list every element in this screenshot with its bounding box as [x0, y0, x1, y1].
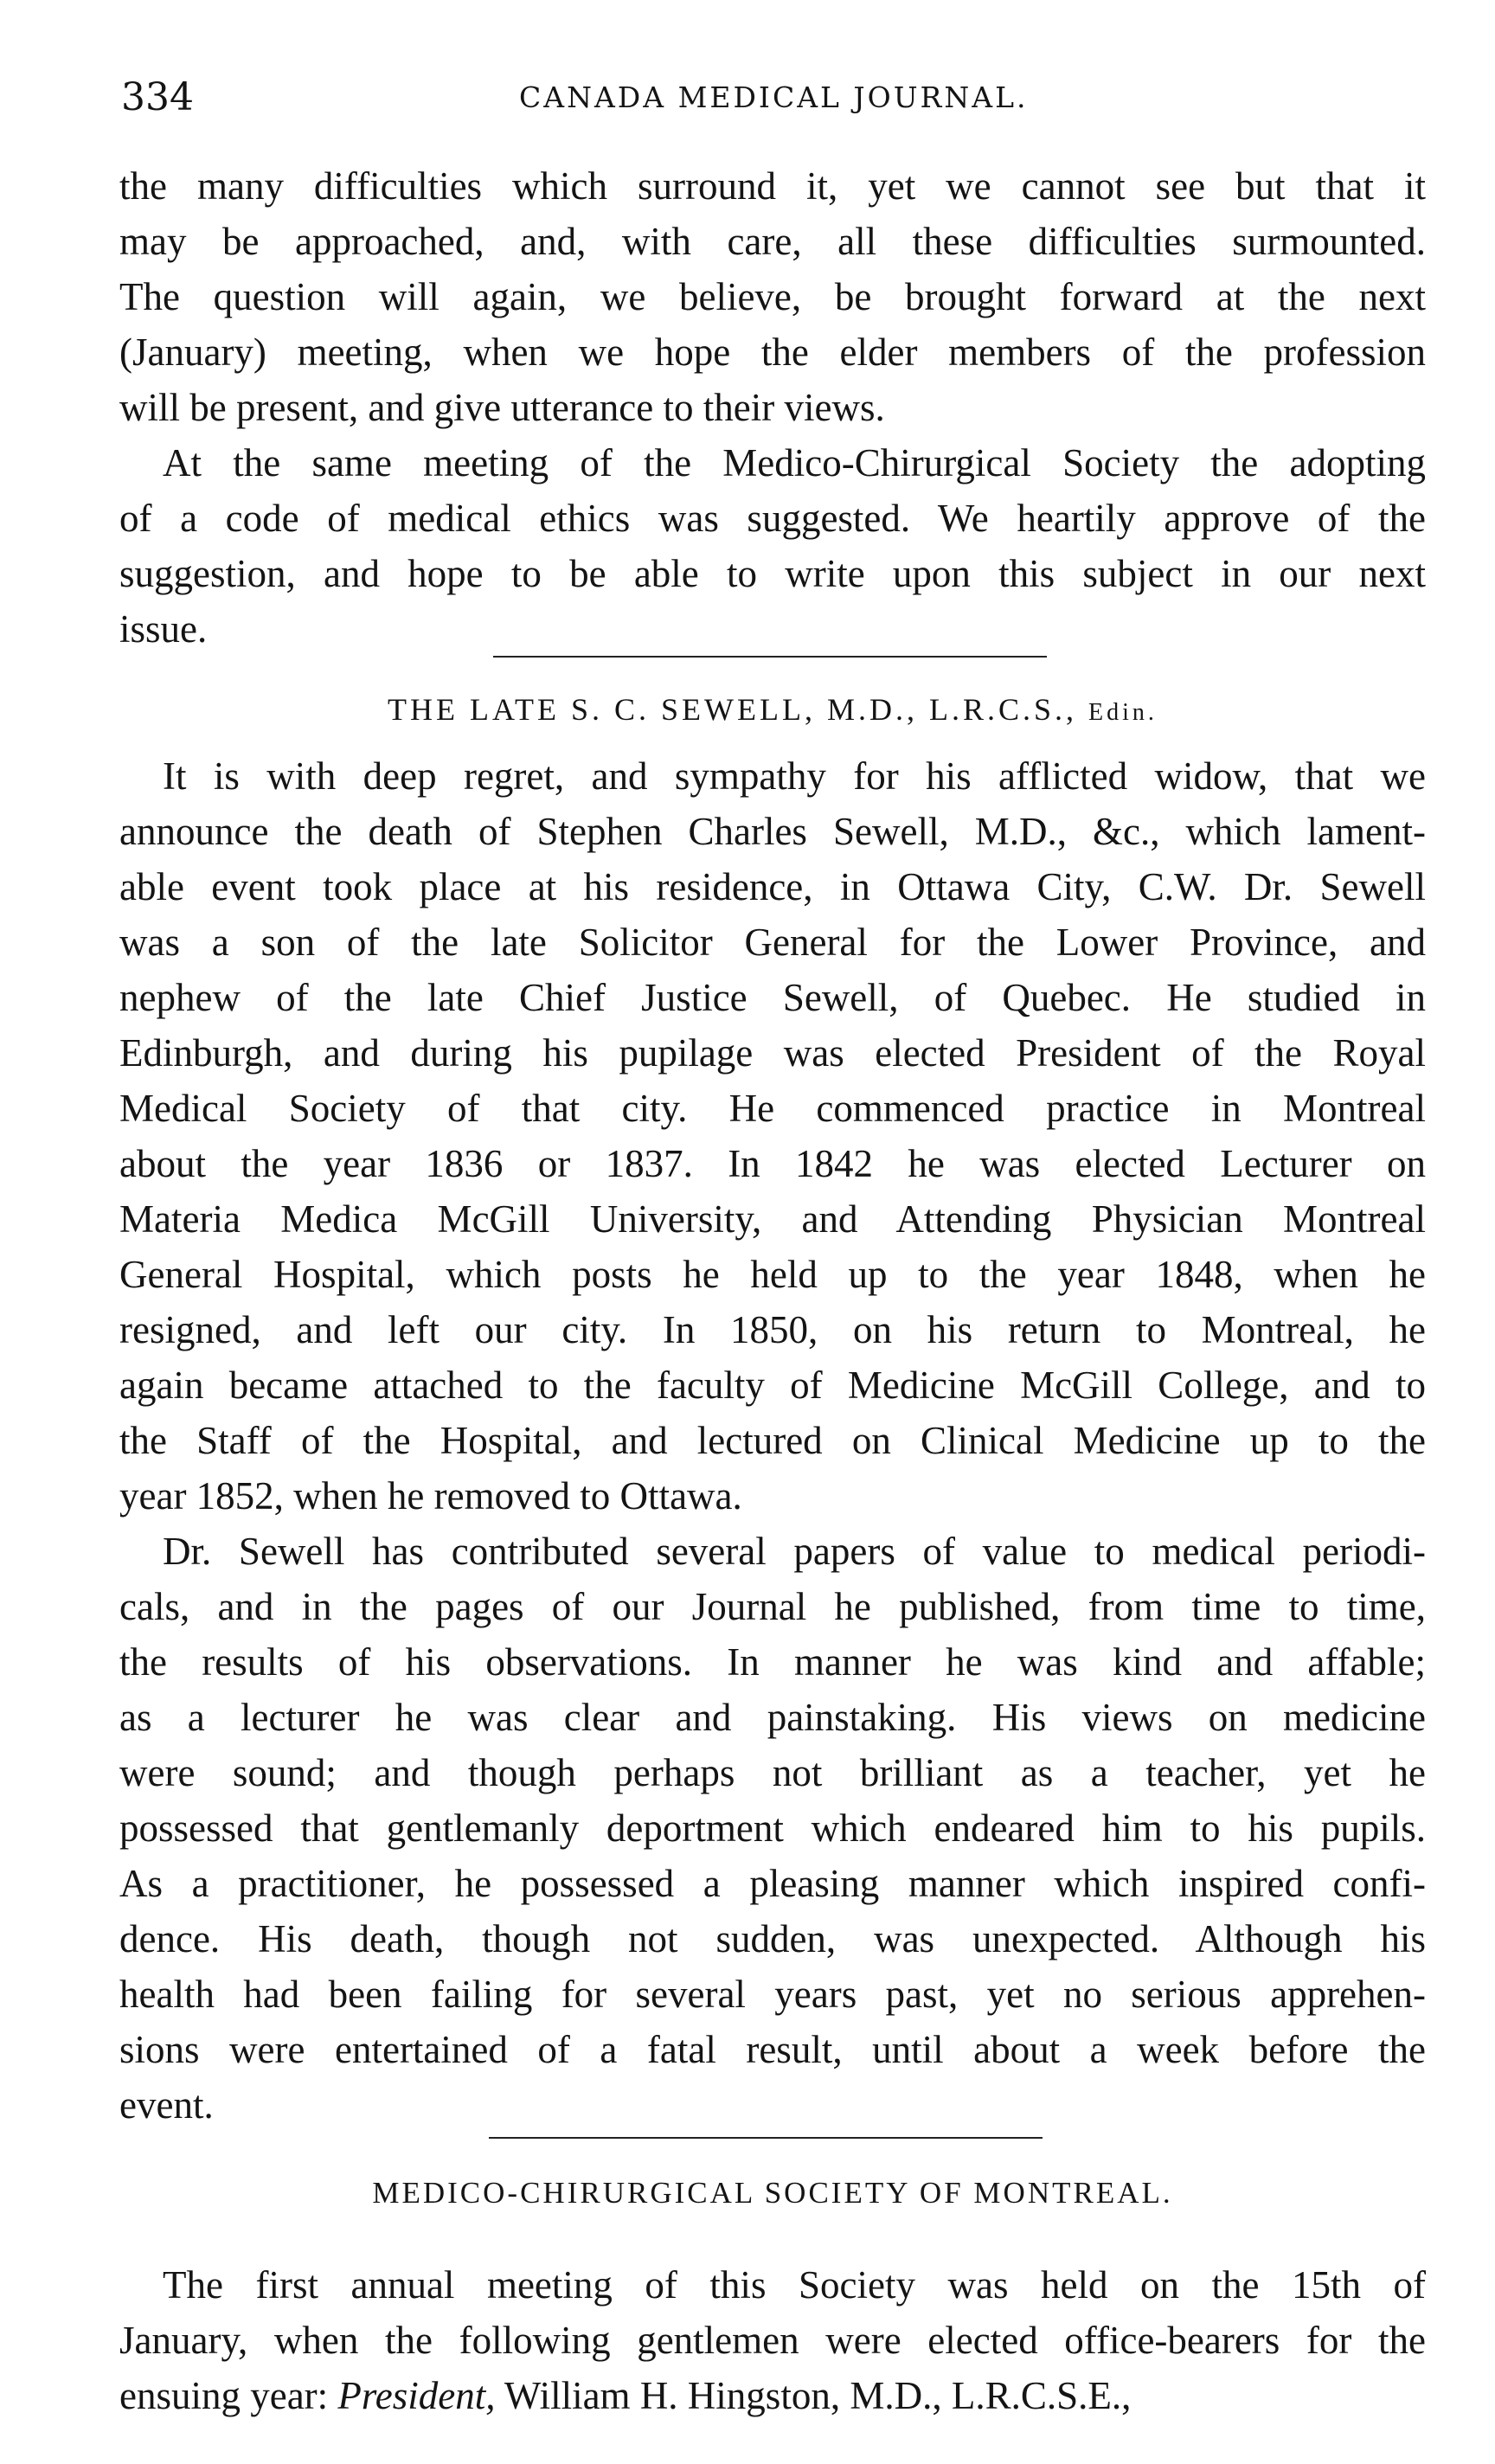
- text-line: (January) meeting, when we hope the elder members of the profession: [119, 330, 1426, 374]
- section-divider: [493, 656, 1047, 658]
- text-line: January, when the following gentlemen were elected office-bearers for the: [119, 2319, 1426, 2362]
- running-head: CANADA MEDICAL JOURNAL.: [519, 80, 1029, 114]
- text-line: Medical Society of that city. He commenced practice in Montreal: [119, 1087, 1426, 1130]
- text-line: year 1852, when he removed to Ottawa.: [119, 1474, 742, 1518]
- text-line: the Staff of the Hospital, and lectured on Clinical Medicine up to the: [119, 1419, 1426, 1462]
- text-line: dence. His death, though not sudden, was unexpected. Although his: [119, 1917, 1426, 1960]
- text-line: [119, 2371, 1426, 2421]
- text-line: of a code of medical ethics was suggested. We heartily approve of the: [119, 497, 1426, 540]
- text-line: resigned, and left our city. In 1850, on his return to Montreal, he: [119, 1308, 1426, 1351]
- text-line: Dr. Sewell has contributed several papers of value to medical periodi-: [163, 1530, 1426, 1573]
- text-line: event.: [119, 2083, 214, 2127]
- text-line: At the same meeting of the Medico-Chirurgical Society the adopting: [163, 441, 1426, 484]
- text-line: Materia Medica McGill University, and Attending Physician Montreal: [119, 1197, 1426, 1241]
- text-line: sions were entertained of a fatal result, until about a week before the: [119, 2028, 1426, 2071]
- text-line: suggestion, and hope to be able to write upon this subject in our next: [119, 552, 1426, 595]
- obituary-title-main: THE LATE S. C. SEWELL, M.D., L.R.C.S.,: [388, 692, 1089, 727]
- text-line: Edinburgh, and during his pupilage was elected President of the Royal: [119, 1031, 1426, 1075]
- text-line: issue.: [119, 607, 208, 651]
- text-line: were sound; and though perhaps not brilliant as a teacher, yet he: [119, 1751, 1426, 1794]
- text-line: cals, and in the pages of our Journal he published, from time to time,: [119, 1585, 1426, 1628]
- text-line: The first annual meeting of this Society was held on the 15th of: [163, 2263, 1426, 2307]
- obituary-title-edin: Edin.: [1088, 699, 1158, 726]
- text-line: nephew of the late Chief Justice Sewell, of Quebec. He studied in: [119, 976, 1426, 1019]
- text-line: about the year 1836 or 1837. In 1842 he was elected Lecturer on: [119, 1142, 1426, 1185]
- section-divider: [489, 2137, 1043, 2139]
- text-line: It is with deep regret, and sympathy for his afflicted widow, that we: [163, 754, 1426, 798]
- text-line: the many difficulties which surround it, yet we cannot see but that it: [119, 164, 1426, 208]
- obituary-title: [119, 688, 1426, 735]
- text-fragment: William H. Hingston, M.D., L.R.C.S.E.,: [495, 2374, 1132, 2417]
- page-header: [121, 67, 1428, 128]
- text-line: able event took place at his residence, in Ottawa City, C.W. Dr. Sewell: [119, 865, 1426, 908]
- text-line: General Hospital, which posts he held up to the year 1848, when he: [119, 1253, 1426, 1296]
- text-line: as a lecturer he was clear and painstaking. His views on medicine: [119, 1696, 1426, 1739]
- president-label: President,: [337, 2374, 496, 2417]
- society-title: MEDICO-CHIRURGICAL SOCIETY OF MONTREAL.: [372, 2176, 1173, 2210]
- text-line: announce the death of Stephen Charles Sewell, M.D., &c., which lament-: [119, 810, 1426, 853]
- text-fragment: ensuing year:: [119, 2374, 338, 2417]
- text-line: was a son of the late Solicitor General for the Lower Province, and: [119, 921, 1426, 964]
- text-line: may be approached, and, with care, all these difficulties surmounted.: [119, 220, 1426, 263]
- text-line: the results of his observations. In manner he was kind and affable;: [119, 1640, 1426, 1684]
- page-number: 334: [121, 75, 194, 119]
- text-line: As a practitioner, he possessed a pleasing manner which inspired confi-: [119, 1862, 1426, 1905]
- text-line: will be present, and give utterance to their views.: [119, 386, 885, 429]
- text-line: The question will again, we believe, be brought forward at the next: [119, 275, 1426, 318]
- text-line: health had been failing for several years past, yet no serious apprehen-: [119, 1973, 1426, 2016]
- text-line: again became attached to the faculty of Medicine McGill College, and to: [119, 1364, 1426, 1407]
- text-line: possessed that gentlemanly deportment which endeared him to his pupils.: [119, 1806, 1426, 1850]
